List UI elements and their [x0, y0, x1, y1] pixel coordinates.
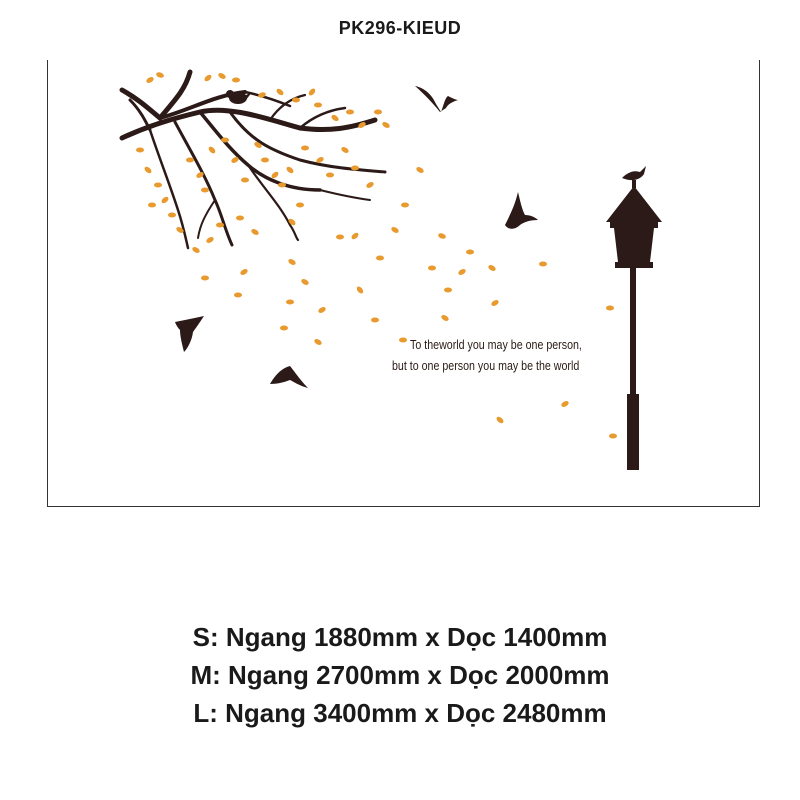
decal-quote: [392, 334, 582, 376]
size-option-m: M: Ngang 2700mm x Dọc 2000mm: [190, 660, 610, 690]
tree-branch-icon: [122, 72, 385, 248]
size-option-l: L: Ngang 3400mm x Dọc 2480mm: [193, 698, 607, 728]
street-lamp-icon: [606, 180, 662, 470]
size-options: [0, 618, 800, 732]
leaf-icon: [136, 71, 617, 438]
quote-line-1: To theworld you may be one person,: [410, 337, 582, 352]
size-option-s: S: Ngang 1880mm x Dọc 1400mm: [192, 622, 608, 652]
quote-line-2: but to one person you may be the world: [392, 358, 580, 373]
product-code: PK296-KIEUD: [338, 18, 462, 38]
